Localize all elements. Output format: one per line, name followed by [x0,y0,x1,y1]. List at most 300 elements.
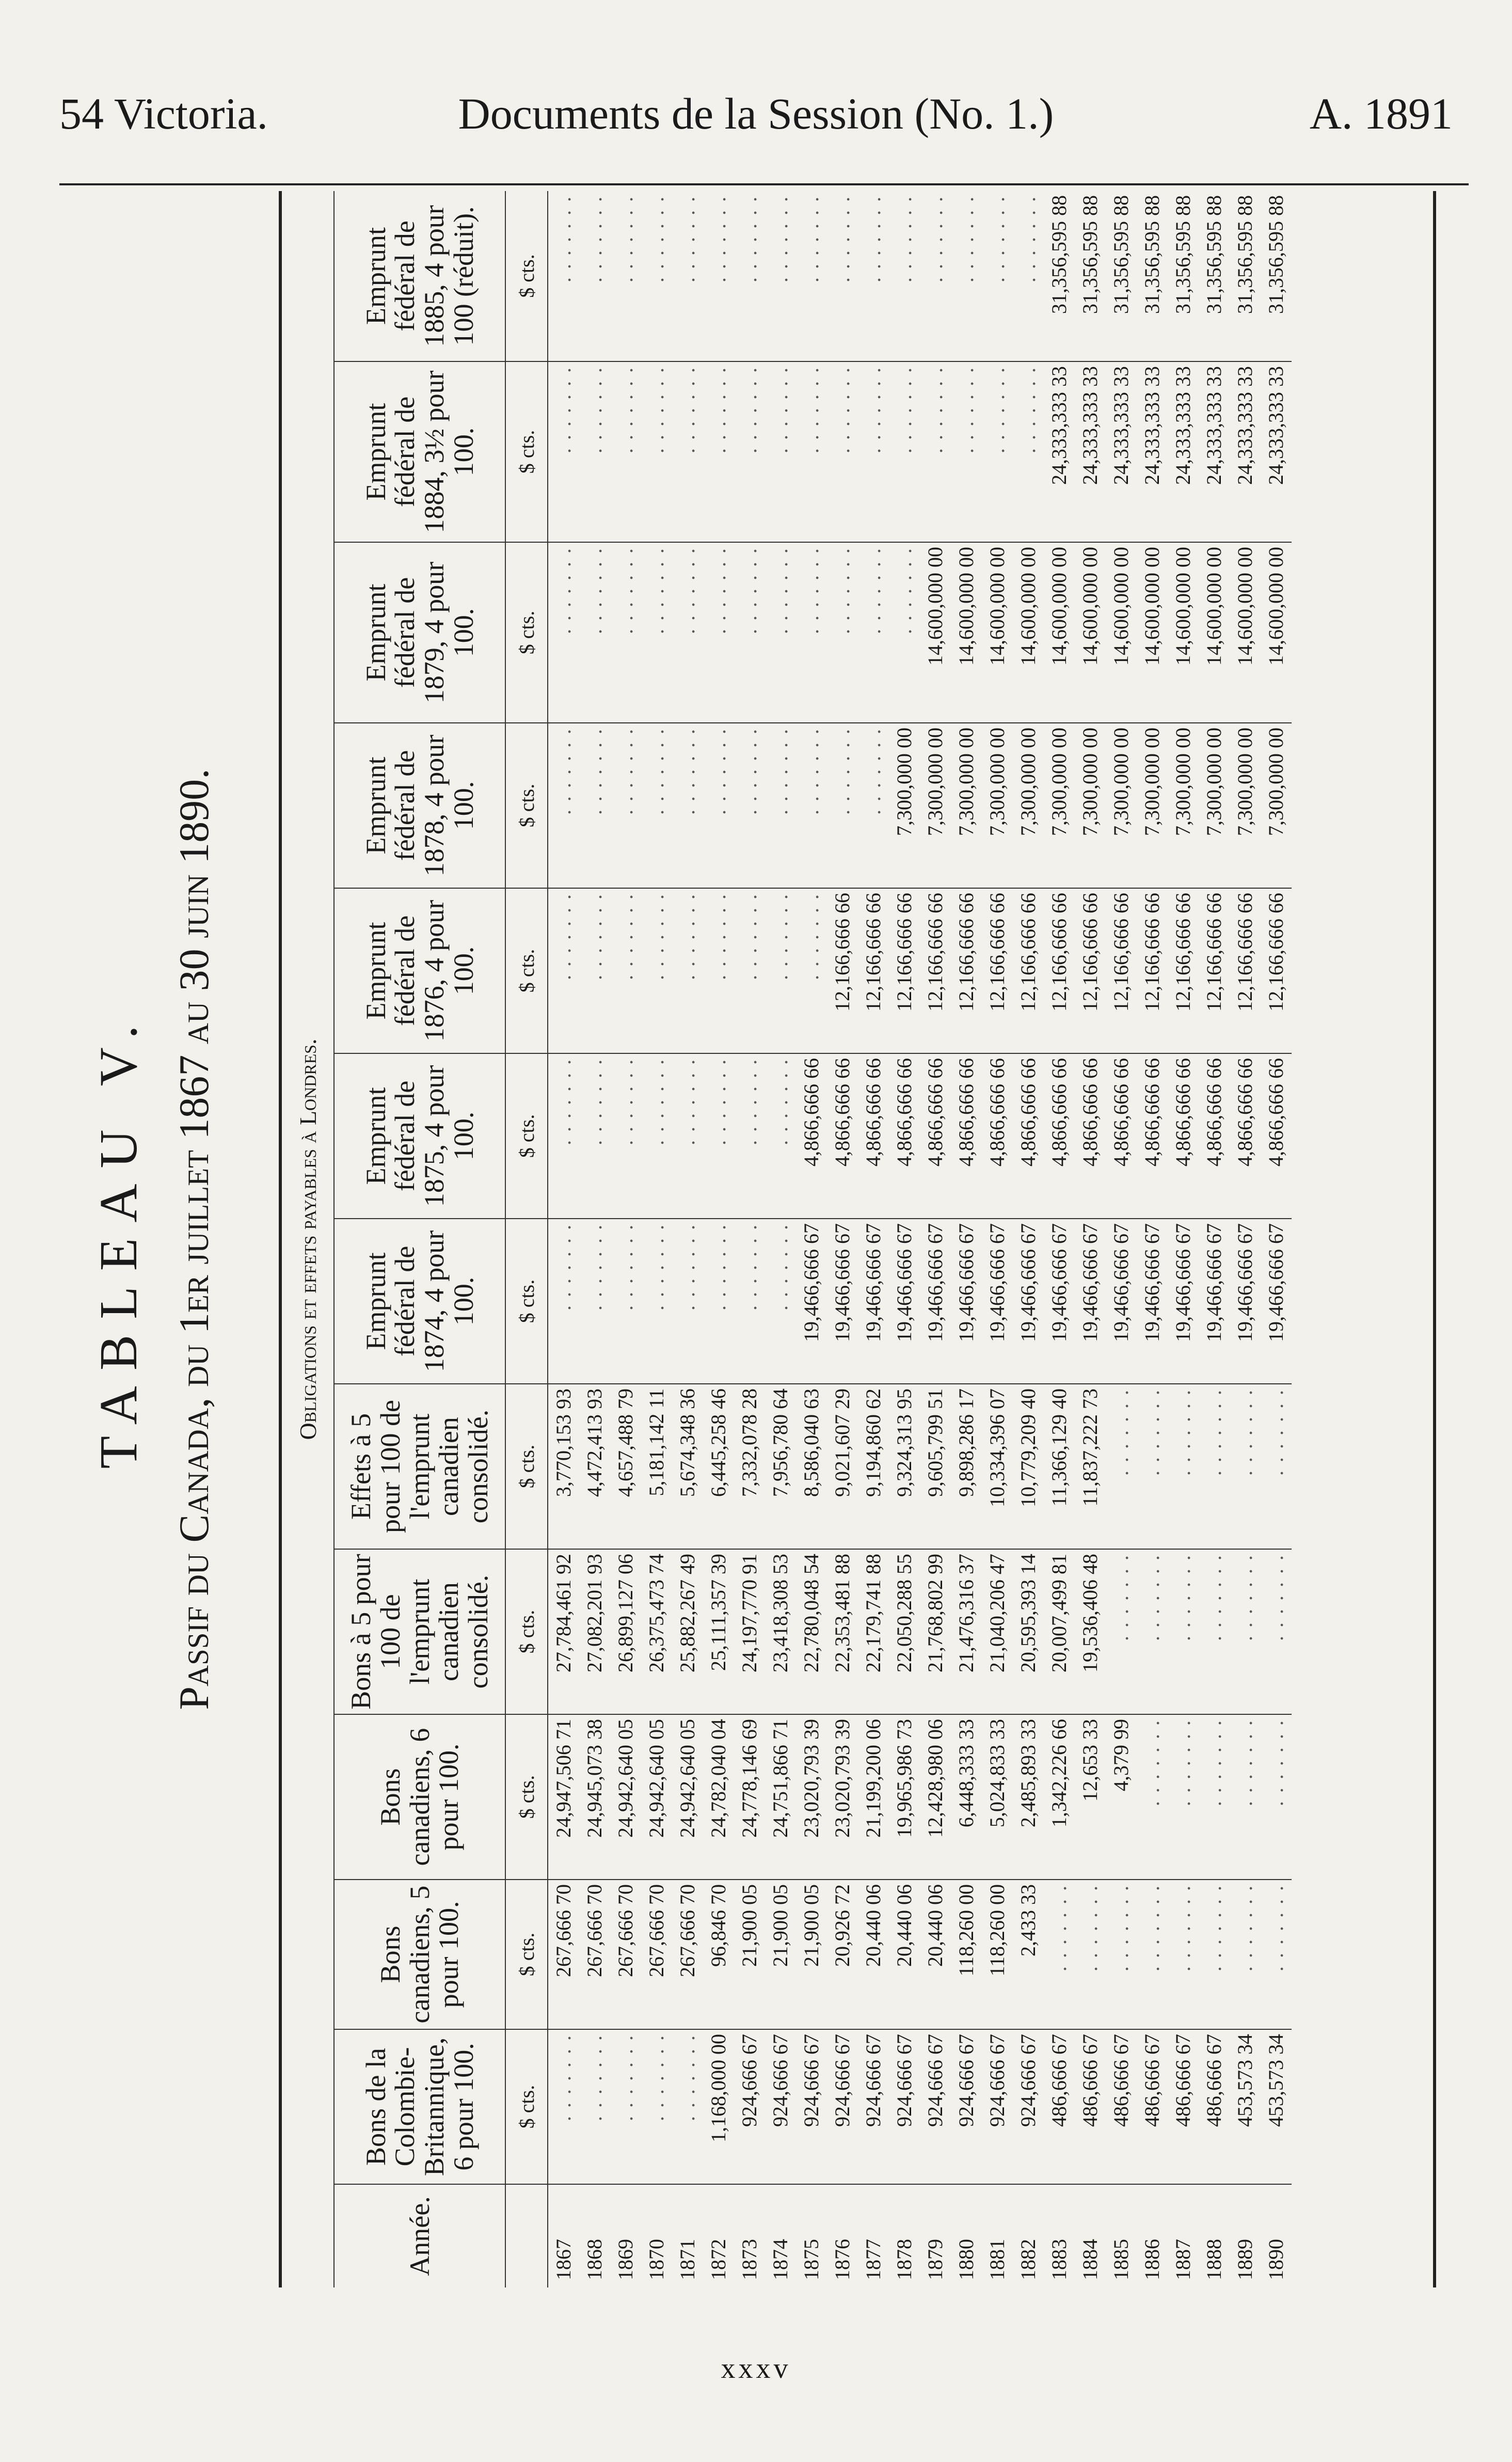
amount-cell: 24,333,333 33 [1044,361,1075,542]
amount-cell [641,361,672,542]
amount-cell: 8,586,040 63 [796,1384,827,1549]
table-row [951,191,982,2287]
leader-dots: . . . . . . . [769,366,792,453]
amount-cell [703,1219,734,1384]
amount-cell: 267,666 70 [610,1880,641,2029]
amount-cell [734,191,765,361]
unit-cell: $ cts. [505,1549,548,1714]
amount-cell [641,723,672,888]
amount-cell: 486,666 67 [1106,2029,1137,2184]
amount-cell [610,1219,641,1384]
amount-cell: 11,366,129 40 [1044,1384,1075,1549]
table-row [889,191,920,2287]
leader-dots: . . . . . . . [707,893,730,980]
amount-cell: 19,466,666 67 [1230,1219,1261,1384]
table-row [1013,191,1044,2287]
amount-cell [796,888,827,1053]
amount-cell: 267,666 70 [548,1880,579,2029]
amount-cell: 4,866,666 66 [1137,1053,1168,1219]
col-header-bons-consolide: Bons à 5 pour 100 de l'emprunt canadien consolidé. [334,1549,505,1714]
amount-cell: 924,666 67 [827,2029,858,2184]
leader-dots: . . . . . . . [800,547,823,634]
leader-dots: . . . . . . . [645,893,668,980]
amount-cell: 12,166,666 66 [951,888,982,1053]
year-cell: 1877 [858,2184,889,2287]
amount-cell [548,1219,579,1384]
amount-cell: 24,333,333 33 [1261,361,1292,542]
amount-cell: 21,199,200 06 [858,1714,889,1880]
amount-cell: 4,472,413 93 [579,1384,610,1549]
leader-dots: . . . . . . . [862,195,885,282]
leader-dots: . . . . . . . [676,1223,699,1311]
leader-dots: . . . . . . . [800,728,823,815]
amount-cell: 7,956,780 64 [765,1384,796,1549]
amount-cell: 12,166,666 66 [858,888,889,1053]
amount-cell: 14,600,000 00 [1013,542,1044,723]
amount-cell: 9,021,607 29 [827,1384,858,1549]
amount-cell [796,723,827,888]
amount-cell: 11,837,222 73 [1075,1384,1106,1549]
amount-cell: 20,440 06 [920,1880,951,2029]
amount-cell [734,361,765,542]
amount-cell: 24,942,640 05 [672,1714,703,1880]
rotated-table-page [83,191,1430,2287]
amount-cell: 24,945,073 38 [579,1714,610,1880]
year-cell: 1871 [672,2184,703,2287]
amount-cell: 31,356,595 88 [1233,195,1256,314]
amount-cell: 12,166,666 66 [1199,888,1230,1053]
table-row [703,191,734,2287]
amount-cell: 7,300,000 00 [1075,723,1106,888]
leader-dots: . . . . . . . [552,195,575,282]
table-row [1261,191,1292,2287]
amount-cell: 14,600,000 00 [982,542,1013,723]
amount-cell [734,723,765,888]
leader-dots: . . . . . . . [645,2034,668,2121]
col-header-emprunt-1879: Emprunt fédéral de 1879, 4 pour 100. [334,542,505,723]
amount-cell: 12,166,666 66 [1044,888,1075,1053]
amount-cell [765,1219,796,1384]
amount-cell: 24,333,333 33 [1106,361,1137,542]
leader-dots: . . . . . . . [831,547,854,634]
amount-cell: 24,778,146 69 [734,1714,765,1880]
leader-dots: . . . . . . . [707,547,730,634]
amount-cell [765,1053,796,1219]
amount-cell [889,191,920,361]
leader-dots: . . . . . . . [1171,1554,1195,1641]
amount-cell: 23,418,308 53 [765,1549,796,1714]
amount-cell: 924,666 67 [765,2029,796,2184]
amount-cell [734,1053,765,1219]
amount-cell: 19,466,666 67 [1199,1219,1230,1384]
amount-cell [1168,1714,1199,1880]
leader-dots: . . . . . . . [862,728,885,815]
amount-cell [579,1053,610,1219]
amount-cell: 9,324,313 95 [889,1384,920,1549]
leader-dots: . . . . . . . [831,195,854,282]
amount-cell [548,2029,579,2184]
amount-cell: 924,666 67 [920,2029,951,2184]
amount-cell [1199,1384,1230,1549]
leader-dots: . . . . . . . [769,195,792,282]
col-header-emprunt-1885: Emprunt fédéral de 1885, 4 pour 100 (réduit). [334,191,505,361]
table-row [1230,191,1261,2287]
amount-cell: 4,866,666 66 [858,1053,889,1219]
amount-cell: 4,866,666 66 [1075,1053,1106,1219]
amount-cell [548,191,579,361]
amount-cell [951,191,982,361]
amount-cell [889,361,920,542]
col-header-effets-consolide: Effets à 5 pour 100 de l'emprunt canadien consolidé. [334,1384,505,1549]
running-head [0,88,1512,145]
amount-cell: 12,166,666 66 [1230,888,1261,1053]
leader-dots: . . . . . . . [1171,1884,1195,1971]
amount-cell [672,542,703,723]
leader-dots: . . . . . . . [1140,1388,1164,1476]
amount-cell: 23,020,793 39 [796,1714,827,1880]
leader-dots: . . . . . . . [1233,1719,1256,1806]
amount-cell: 924,666 67 [982,2029,1013,2184]
amount-cell: 12,166,666 66 [889,888,920,1053]
amount-cell [579,191,610,361]
leader-dots: . . . . . . . [769,728,792,815]
amount-cell: 19,466,666 67 [982,1219,1013,1384]
amount-cell [1168,1549,1199,1714]
leader-dots: . . . . . . . [954,366,978,453]
table-row [1137,191,1168,2287]
amount-cell: 20,926 72 [827,1880,858,2029]
amount-cell: 21,040,206 47 [982,1549,1013,1714]
leader-dots: . . . . . . . [645,547,668,634]
leader-dots: . . . . . . . [738,728,761,815]
amount-cell: 19,466,666 67 [951,1219,982,1384]
amount-cell: 19,466,666 67 [827,1219,858,1384]
amount-cell: 22,353,481 88 [827,1549,858,1714]
amount-cell: 7,300,000 00 [920,723,951,888]
leader-dots: . . . . . . . [985,195,1009,282]
amount-cell [734,1219,765,1384]
amount-cell [703,723,734,888]
amount-cell: 4,866,666 66 [982,1053,1013,1219]
leader-dots: . . . . . . . [1078,1884,1102,1971]
amount-cell: 24,333,333 33 [1137,361,1168,542]
amount-cell: 24,197,770 91 [734,1549,765,1714]
amount-cell: 24,782,040 04 [703,1714,734,1880]
year-cell: 1870 [641,2184,672,2287]
unit-cell: $ cts. [505,1880,548,2029]
amount-cell: 4,866,666 66 [951,1053,982,1219]
amount-cell [641,2029,672,2184]
amount-cell: 20,440 06 [889,1880,920,2029]
amount-cell: 5,024,833 33 [982,1714,1013,1880]
amount-cell [610,191,641,361]
table-row [858,191,889,2287]
unit-cell: $ cts. [505,191,548,361]
leader-dots: . . . . . . . [583,893,606,980]
amount-cell [579,1219,610,1384]
amount-cell: 19,466,666 67 [1137,1219,1168,1384]
table-row [1168,191,1199,2287]
amount-cell [579,888,610,1053]
amount-cell: 1,168,000 00 [703,2029,734,2184]
amount-cell [1230,1880,1261,2029]
amount-cell: 7,300,000 00 [1044,723,1075,888]
amount-cell: 14,600,000 00 [1261,542,1292,723]
col-header-colombie: Bons de la Colombie-Britannique, 6 pour 100. [334,2029,505,2184]
leader-dots: . . . . . . . [1140,1554,1164,1641]
amount-cell [1261,1384,1292,1549]
amount-cell: 19,466,666 67 [1168,1219,1199,1384]
table-row [1106,191,1137,2287]
group-header: Obligations et effets payables à Londres. [282,191,334,2287]
amount-cell [548,542,579,723]
leader-dots: . . . . . . . [614,1223,637,1311]
year-cell: 1885 [1106,2184,1137,2287]
amount-cell: 4,866,666 66 [796,1053,827,1219]
amount-cell [889,542,920,723]
amount-cell: 7,300,000 00 [1199,723,1230,888]
amount-cell: 5,181,142 11 [641,1384,672,1549]
amount-cell: 7,300,000 00 [951,723,982,888]
amount-cell [1168,1384,1199,1549]
leader-dots: . . . . . . . [893,366,916,453]
leader-dots: . . . . . . . [707,366,730,453]
table-row [1075,191,1106,2287]
leader-dots: . . . . . . . [707,195,730,282]
table-frame [279,191,1436,2287]
leader-dots: . . . . . . . [738,1223,761,1311]
col-header-emprunt-1874: Emprunt fédéral de 1874, 4 pour 100. [334,1219,505,1384]
leader-dots: . . . . . . . [1047,1884,1071,1971]
col-header-bons-5: Bons canadiens, 5 pour 100. [334,1880,505,2029]
amount-cell [858,542,889,723]
amount-cell [1230,1549,1261,1714]
amount-cell: 14,600,000 00 [920,542,951,723]
amount-cell: 4,866,666 66 [827,1053,858,1219]
year-cell: 1882 [1013,2184,1044,2287]
amount-cell: 12,166,666 66 [1261,888,1292,1053]
amount-cell [641,1219,672,1384]
leader-dots: . . . . . . . [676,2034,699,2121]
col-header-emprunt-1878: Emprunt fédéral de 1878, 4 pour 100. [334,723,505,888]
amount-cell: 26,899,127 06 [610,1549,641,1714]
amount-cell: 14,600,000 00 [1168,542,1199,723]
amount-cell: 267,666 70 [641,1880,672,2029]
leader-dots: . . . . . . . [676,1058,699,1145]
leader-dots: . . . . . . . [614,893,637,980]
amount-cell: 486,666 67 [1044,2029,1075,2184]
running-head-center: Documents de la Session (No. 1.) [458,89,1054,138]
leader-dots: . . . . . . . [614,1058,637,1145]
amount-cell: 31,356,595 88 [1047,195,1071,314]
amount-cell [610,361,641,542]
amount-cell [951,361,982,542]
amount-cell: 12,166,666 66 [1013,888,1044,1053]
year-cell: 1889 [1230,2184,1261,2287]
table-subtitle: Passif du Canada, du 1er juillet 1867 au 30 juin 1890. [170,768,217,1710]
amount-cell: 7,300,000 00 [982,723,1013,888]
col-header-bons-6: Bons canadiens, 6 pour 100. [334,1714,505,1880]
amount-cell [1106,1549,1137,1714]
amount-cell [579,361,610,542]
unit-cell: $ cts. [505,1219,548,1384]
amount-cell: 31,356,595 88 [1264,195,1287,314]
leader-dots: . . . . . . . [583,2034,606,2121]
leader-dots: . . . . . . . [552,1058,575,1145]
leader-dots: . . . . . . . [676,547,699,634]
amount-cell: 486,666 67 [1168,2029,1199,2184]
amount-cell [827,361,858,542]
amount-cell [641,542,672,723]
leader-dots: . . . . . . . [583,1223,606,1311]
amount-cell: 21,476,316 37 [951,1549,982,1714]
amount-cell: 22,780,048 54 [796,1549,827,1714]
amount-cell: 6,448,333 33 [951,1714,982,1880]
amount-cell [1075,1880,1106,2029]
leader-dots: . . . . . . . [924,195,947,282]
year-cell: 1875 [796,2184,827,2287]
amount-cell [703,542,734,723]
leader-dots: . . . . . . . [583,1058,606,1145]
amount-cell: 453,573 34 [1261,2029,1292,2184]
leader-dots: . . . . . . . [985,366,1009,453]
leader-dots: . . . . . . . [552,1223,575,1311]
leader-dots: . . . . . . . [1109,1554,1133,1641]
amount-cell [610,723,641,888]
amount-cell: 24,942,640 05 [641,1714,672,1880]
amount-cell: 22,179,741 88 [858,1549,889,1714]
leader-dots: . . . . . . . [1016,366,1040,453]
amount-cell: 453,573 34 [1230,2029,1261,2184]
unit-cell: $ cts. [505,1714,548,1880]
table-body [548,191,1292,2287]
amount-cell: 924,666 67 [951,2029,982,2184]
leader-dots: . . . . . . . [676,366,699,453]
amount-cell: 924,666 67 [858,2029,889,2184]
amount-cell [1137,1714,1168,1880]
table-row [548,191,579,2287]
amount-cell [610,888,641,1053]
amount-cell: 27,082,201 93 [579,1549,610,1714]
leader-dots: . . . . . . . [769,893,792,980]
year-cell: 1881 [982,2184,1013,2287]
amount-cell [1137,1549,1168,1714]
leader-dots: . . . . . . . [831,366,854,453]
amount-cell [548,888,579,1053]
amount-cell: 31,356,595 88 [1202,195,1225,314]
amount-cell: 14,600,000 00 [1044,542,1075,723]
amount-cell [858,723,889,888]
col-header-emprunt-1875: Emprunt fédéral de 1875, 4 pour 100. [334,1053,505,1219]
amount-cell: 19,466,666 67 [889,1219,920,1384]
amount-cell [765,542,796,723]
table-row [827,191,858,2287]
leader-dots: . . . . . . . [1202,1554,1225,1641]
amount-cell: 14,600,000 00 [1199,542,1230,723]
year-cell: 1887 [1168,2184,1199,2287]
leader-dots: . . . . . . . [614,195,637,282]
leader-dots: . . . . . . . [614,2034,637,2121]
year-cell: 1888 [1199,2184,1230,2287]
page-number: xxxv [721,2353,791,2385]
amount-cell: 4,866,666 66 [920,1053,951,1219]
amount-cell: 21,768,802 99 [920,1549,951,1714]
amount-cell: 14,600,000 00 [1137,542,1168,723]
amount-cell [734,888,765,1053]
leader-dots: . . . . . . . [924,366,947,453]
amount-cell: 24,333,333 33 [1168,361,1199,542]
amount-cell: 924,666 67 [734,2029,765,2184]
group-header-row [282,191,334,2287]
leader-dots: . . . . . . . [893,195,916,282]
leader-dots: . . . . . . . [1264,1388,1287,1476]
amount-cell [548,361,579,542]
year-cell: 1869 [610,2184,641,2287]
amount-cell: 12,166,666 66 [1075,888,1106,1053]
amount-cell [1230,1384,1261,1549]
amount-cell: 4,657,488 79 [610,1384,641,1549]
amount-cell: 31,356,595 88 [1171,195,1195,314]
amount-cell: 118,260 00 [951,1880,982,2029]
amount-cell [579,2029,610,2184]
leader-dots: . . . . . . . [769,1058,792,1145]
amount-cell: 2,433 33 [1013,1880,1044,2029]
table-row [610,191,641,2287]
year-cell: 1880 [951,2184,982,2287]
amount-cell: 4,866,666 66 [1199,1053,1230,1219]
amount-cell [672,723,703,888]
amount-cell: 924,666 67 [1013,2029,1044,2184]
unit-cell: $ cts. [505,1053,548,1219]
amount-cell [1013,191,1044,361]
amount-cell: 24,947,506 71 [548,1714,579,1880]
year-cell: 1878 [889,2184,920,2287]
unit-cell: $ cts. [505,888,548,1053]
amount-cell: 267,666 70 [672,1880,703,2029]
table-row [1199,191,1230,2287]
unit-cell: $ cts. [505,1384,548,1549]
amount-cell: 19,466,666 67 [1044,1219,1075,1384]
leader-dots: . . . . . . . [738,195,761,282]
table-row [641,191,672,2287]
table-row [1044,191,1075,2287]
amount-cell: 12,428,980 06 [920,1714,951,1880]
leader-dots: . . . . . . . [893,547,916,634]
leader-dots: . . . . . . . [676,893,699,980]
leader-dots: . . . . . . . [1140,1719,1164,1806]
table-title: TABLEAU V. [89,1009,148,1469]
col-header-annee: Année. [334,2184,505,2287]
leader-dots: . . . . . . . [552,893,575,980]
amount-cell: 924,666 67 [889,2029,920,2184]
amount-cell [1261,1549,1292,1714]
amount-cell: 486,666 67 [1199,2029,1230,2184]
col-header-emprunt-1884: Emprunt fédéral de 1884, 3½ pour 100. [334,361,505,542]
amount-cell [579,723,610,888]
leader-dots: . . . . . . . [954,195,978,282]
amount-cell: 10,779,209 40 [1013,1384,1044,1549]
leader-dots: . . . . . . . [645,1223,668,1311]
amount-cell: 12,166,666 66 [982,888,1013,1053]
amount-cell: 12,166,666 66 [827,888,858,1053]
amount-cell: 12,166,666 66 [1106,888,1137,1053]
column-header-row [334,191,505,2287]
year-cell: 1890 [1261,2184,1292,2287]
amount-cell [1137,1384,1168,1549]
table-row [920,191,951,2287]
amount-cell [827,191,858,361]
leader-dots: . . . . . . . [552,366,575,453]
